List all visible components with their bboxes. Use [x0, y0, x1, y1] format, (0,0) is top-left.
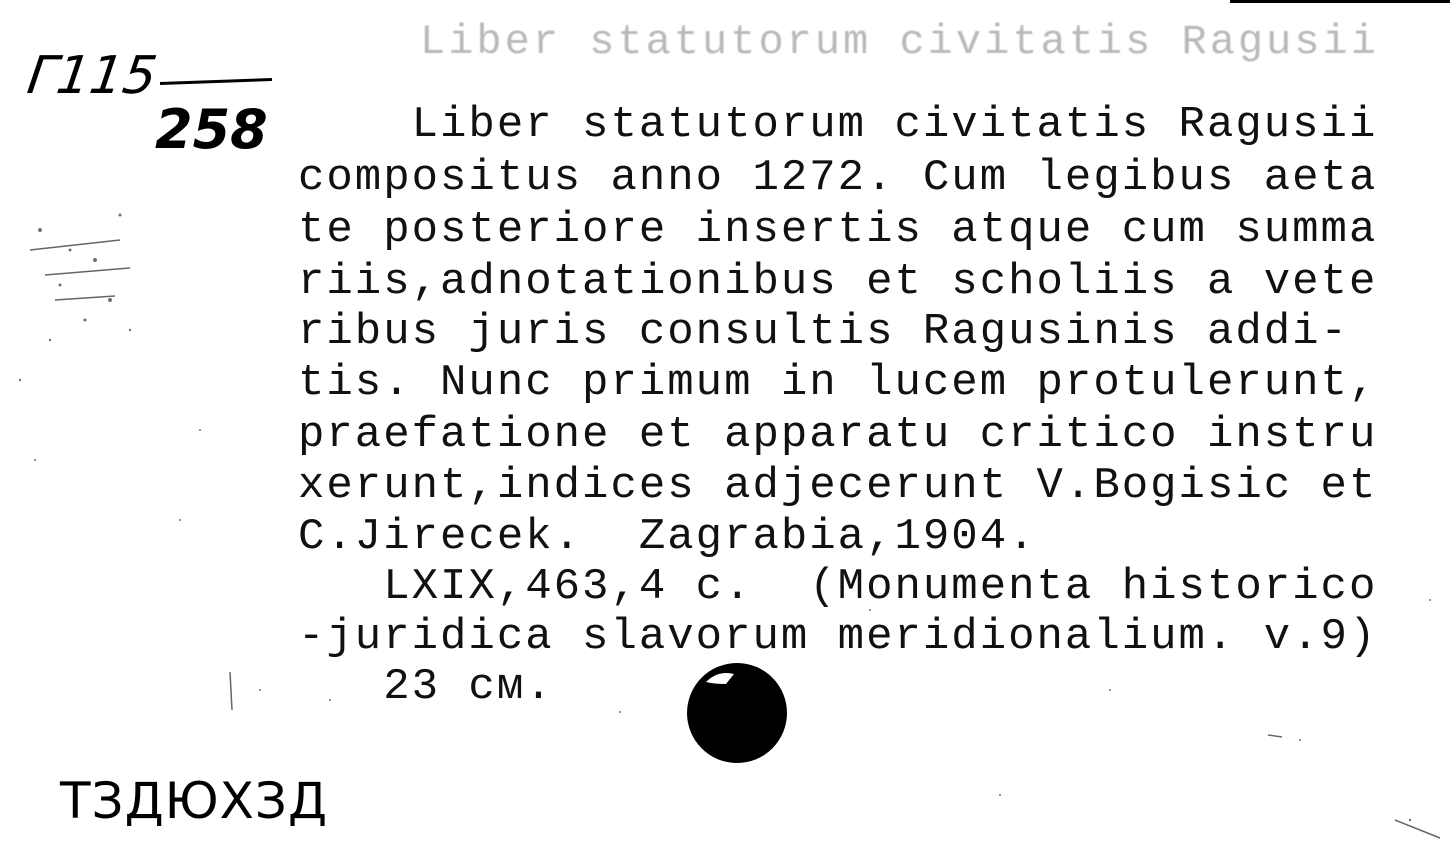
shelfmark-bottom: 258	[155, 98, 268, 161]
record-line: ribus juris consultis Ragusinis addi-	[298, 307, 1349, 357]
record-line: LXIX,463,4 c. (Monumenta historico	[298, 562, 1378, 612]
record-line: te posteriore insertis atque cum summa	[298, 205, 1378, 255]
punch-hole	[686, 662, 788, 764]
shelfmark-top: Г115	[23, 46, 161, 106]
record-line: compositus anno 1272. Cum legibus aeta	[298, 153, 1378, 203]
record-line: 23 см.	[298, 662, 554, 712]
record-line: riis,adnotationibus et scholiis a vete	[298, 257, 1378, 307]
record-line: tis. Nunc primum in lucem protulerunt,	[298, 358, 1378, 408]
bottom-index-code: ТЗДЮХЗД	[60, 772, 329, 830]
faint-offset-header: Liber statutorum civitatis Ragusii	[420, 18, 1379, 66]
top-edge-rule	[1230, 0, 1450, 3]
record-line: praefatione et apparatu critico instru	[298, 410, 1378, 460]
record-line: C.Jirecek. Zagrabia,1904.	[298, 512, 1037, 562]
record-line: Liber statutorum civitatis Ragusii	[298, 100, 1378, 150]
record-line: -juridica slavorum meridionalium. v.9)	[298, 612, 1378, 662]
record-line: xerunt,indices adjecerunt V.Bogisic et	[298, 461, 1378, 511]
